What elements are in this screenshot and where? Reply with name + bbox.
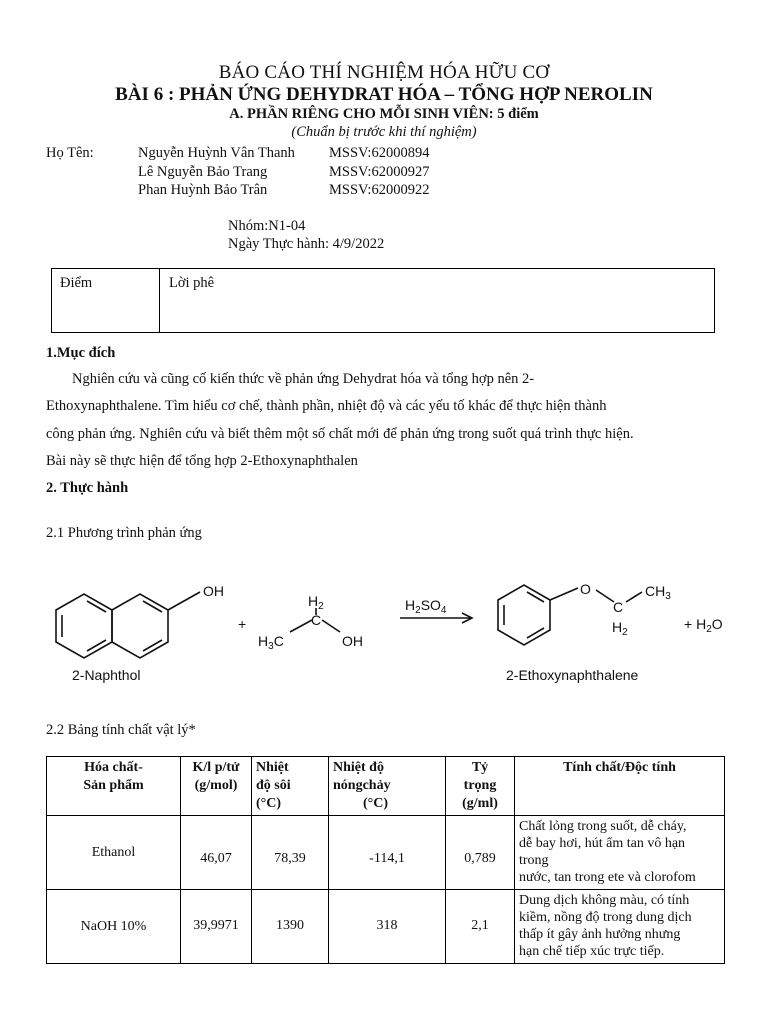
reactant-label: 2-Naphthol bbox=[72, 667, 141, 683]
boiling-point: 78,39 bbox=[252, 816, 329, 890]
purpose-line: công phản ứng. Nghiên cứu và biết thêm một số chất mới để phản ứng trong suốt quá trình thực hiện. bbox=[46, 426, 634, 442]
col-header-chemical: Hóa chất- Sản phẩm bbox=[47, 757, 181, 816]
col-header-properties: Tính chất/Độc tính bbox=[515, 757, 725, 816]
col-header-melting-point: Nhiệt độ nóngchảy (°C) bbox=[329, 757, 446, 816]
density: 0,789 bbox=[446, 816, 515, 890]
purpose-line: Nghiên cứu và cũng cố kiến thức về phản ứng Dehydrat hóa và tổng hợp nên 2- bbox=[72, 371, 535, 387]
purpose-line: Ethoxynaphthalene. Tìm hiểu cơ chế, thành phần, nhiệt độ và các yếu tố khác để thực hiện thành bbox=[46, 398, 607, 414]
catalyst-label: $H_2SO_4$ bbox=[405, 597, 447, 616]
density: 2,1 bbox=[446, 890, 515, 964]
students-label: Họ Tên: bbox=[46, 145, 94, 161]
student-name: Phan Huỳnh Bảo Trân bbox=[138, 182, 268, 198]
plus-sign: + bbox=[238, 616, 247, 632]
section-note: (Chuẩn bị trước khi thí nghiệm) bbox=[291, 124, 477, 140]
h3c-label: $H_3C$ bbox=[258, 633, 284, 652]
section-title: A. PHẦN RIÊNG CHO MỖI SINH VIÊN: 5 điểm bbox=[229, 106, 539, 122]
product-ring bbox=[498, 585, 550, 645]
naphthol-ring-right bbox=[112, 594, 168, 658]
purpose-line: Bài này sẽ thực hiện để tổng hợp 2-Ethoxynaphthalen bbox=[46, 453, 358, 469]
student-name: Lê Nguyễn Bảo Trang bbox=[138, 164, 268, 180]
ethanol-carbon: C bbox=[311, 612, 322, 628]
reaction-subheading: 2.1 Phương trình phản ứng bbox=[46, 525, 202, 541]
properties-text: Chất lỏng trong suốt, dễ cháy, dễ bay hơi, hút ẩm tan vô hạn trong nước, tan trong ete và clorofom bbox=[515, 816, 725, 890]
student-id: MSSV:62000894 bbox=[329, 145, 430, 161]
chemical-name: NaOH 10% bbox=[47, 890, 181, 964]
student-name: Nguyễn Huỳnh Vân Thanh bbox=[138, 145, 295, 161]
water-label: + $H_2O$ bbox=[684, 616, 723, 635]
practice-date: Ngày Thực hành: 4/9/2022 bbox=[228, 236, 385, 252]
col-header-molar-mass: K/l p/tử (g/mol) bbox=[181, 757, 252, 816]
table-row bbox=[47, 816, 725, 890]
col-header-boiling-point: Nhiệt độ sôi (°C) bbox=[252, 757, 329, 816]
grade-box bbox=[51, 268, 715, 333]
naphthol-oh-label: OH bbox=[203, 583, 224, 599]
student-id: MSSV:62000927 bbox=[329, 164, 430, 180]
reaction-scheme bbox=[0, 560, 768, 690]
properties-text: Dung dịch không màu, có tính kiềm, nồng độ trong dung dịch thấp ít gây ảnh hưởng nhưng hạn chế tiếp xúc trực tiếp. bbox=[515, 890, 725, 964]
melting-point: 318 bbox=[329, 890, 446, 964]
practice-heading: 2. Thực hành bbox=[46, 480, 129, 496]
table-row bbox=[47, 890, 725, 964]
boiling-point: 1390 bbox=[252, 890, 329, 964]
report-title: BÁO CÁO THÍ NGHIỆM HÓA HỮU CƠ bbox=[218, 62, 550, 83]
product-carbon: C bbox=[613, 599, 624, 615]
product-h2-label: $H_2$ bbox=[612, 619, 628, 638]
purpose-heading: 1.Mục đích bbox=[46, 345, 116, 361]
naphthol-ring-left bbox=[56, 594, 112, 658]
product-label: 2-Ethoxynaphthalene bbox=[506, 667, 639, 683]
melting-point: -114,1 bbox=[329, 816, 446, 890]
table-header-row bbox=[47, 757, 725, 816]
molar-mass: 39,9971 bbox=[181, 890, 252, 964]
lesson-title: BÀI 6 : PHẢN ỨNG DEHYDRAT HÓA – TỔNG HỢP NEROLIN bbox=[115, 84, 653, 105]
properties-table bbox=[46, 756, 725, 964]
ch2-label: $H_2$ bbox=[308, 593, 324, 612]
molar-mass: 46,07 bbox=[181, 816, 252, 890]
score-label: Điểm bbox=[60, 275, 93, 291]
student-id: MSSV:62000922 bbox=[329, 182, 430, 198]
ch3-label: $CH_3$ bbox=[645, 583, 671, 602]
group-label: Nhóm:N1-04 bbox=[228, 218, 306, 234]
ethanol-oh-label: OH bbox=[342, 633, 363, 649]
oxygen-label: O bbox=[580, 581, 591, 597]
table-subheading: 2.2 Bảng tính chất vật lý* bbox=[46, 722, 196, 738]
col-header-density: Tỷ trọng (g/ml) bbox=[446, 757, 515, 816]
chemical-name: Ethanol bbox=[47, 816, 181, 890]
comment-label: Lời phê bbox=[169, 275, 215, 291]
